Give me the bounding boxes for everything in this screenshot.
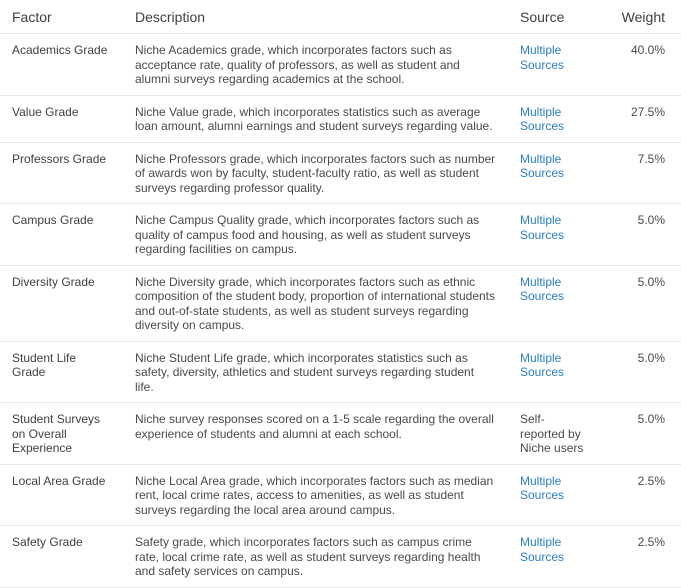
factor-cell: Campus Grade	[0, 204, 123, 266]
factor-cell: Student Surveys on Overall Experience	[0, 403, 123, 465]
factor-cell: Value Grade	[0, 95, 123, 142]
description-cell: Niche Diversity grade, which incorporates factors such as ethnic composition of the student body, proportion of international students and out-of-state students, as well as student surveys regarding diversity on campus.	[123, 265, 508, 341]
source-cell	[508, 265, 600, 341]
source-link[interactable]: Multiple Sources	[520, 151, 565, 180]
description-cell: Niche Local Area grade, which incorporates factors such as median rent, local crime rates, access to amenities, as well as student surveys regarding the local area around campus.	[123, 464, 508, 526]
weight-cell: 7.5%	[600, 142, 681, 204]
description-cell: Safety grade, which incorporates factors such as campus crime rate, local crime rate, as well as student surveys regarding health and safety services on campus.	[123, 526, 508, 588]
source-cell	[508, 95, 600, 142]
table-row	[0, 142, 681, 204]
weight-cell: 40.0%	[600, 34, 681, 96]
table-header	[0, 0, 681, 34]
description-cell: Niche survey responses scored on a 1-5 scale regarding the overall experience of students and alumni at each school.	[123, 403, 508, 465]
table-row	[0, 526, 681, 588]
header-row	[0, 0, 681, 34]
weight-cell: 27.5%	[600, 95, 681, 142]
description-cell: Niche Student Life grade, which incorporates statistics such as safety, diversity, athletics and student surveys regarding student life.	[123, 341, 508, 403]
source-link[interactable]: Multiple Sources	[520, 350, 565, 379]
source-link[interactable]: Multiple Sources	[520, 274, 565, 303]
table-row	[0, 341, 681, 403]
weight-cell: 2.5%	[600, 464, 681, 526]
table-row	[0, 265, 681, 341]
table-row	[0, 464, 681, 526]
table-body	[0, 34, 681, 588]
description-cell: Niche Professors grade, which incorporates factors such as number of awards won by faculty, student-faculty ratio, as well as student surveys regarding professor quality.	[123, 142, 508, 204]
header-weight: Weight	[600, 0, 681, 34]
weight-cell: 5.0%	[600, 204, 681, 266]
source-link[interactable]: Multiple Sources	[520, 213, 565, 242]
factor-cell: Safety Grade	[0, 526, 123, 588]
factor-cell: Diversity Grade	[0, 265, 123, 341]
factor-cell: Academics Grade	[0, 34, 123, 96]
source-cell: Self-reported by Niche users	[508, 403, 600, 465]
source-cell	[508, 341, 600, 403]
weight-cell: 2.5%	[600, 526, 681, 588]
source-cell	[508, 142, 600, 204]
source-link[interactable]: Multiple Sources	[520, 104, 565, 133]
source-cell	[508, 34, 600, 96]
source-link[interactable]: Multiple Sources	[520, 43, 565, 72]
header-source: Source	[508, 0, 600, 34]
factor-cell: Professors Grade	[0, 142, 123, 204]
source-cell	[508, 204, 600, 266]
table-row	[0, 403, 681, 465]
description-cell: Niche Value grade, which incorporates statistics such as average loan amount, alumni earnings and student surveys regarding value.	[123, 95, 508, 142]
weight-cell: 5.0%	[600, 403, 681, 465]
header-description: Description	[123, 0, 508, 34]
table-row	[0, 34, 681, 96]
weight-cell: 5.0%	[600, 265, 681, 341]
table-row	[0, 95, 681, 142]
factor-cell: Student Life Grade	[0, 341, 123, 403]
table-row	[0, 204, 681, 266]
description-cell: Niche Academics grade, which incorporates factors such as acceptance rate, quality of professors, as well as student and alumni surveys regarding academics at the school.	[123, 34, 508, 96]
source-link[interactable]: Multiple Sources	[520, 535, 565, 564]
weight-cell: 5.0%	[600, 341, 681, 403]
source-cell	[508, 526, 600, 588]
factor-cell: Local Area Grade	[0, 464, 123, 526]
description-cell: Niche Campus Quality grade, which incorporates factors such as quality of campus food and housing, as well as student surveys regarding facilities on campus.	[123, 204, 508, 266]
source-cell	[508, 464, 600, 526]
source-link[interactable]: Multiple Sources	[520, 473, 565, 502]
header-factor: Factor	[0, 0, 123, 34]
